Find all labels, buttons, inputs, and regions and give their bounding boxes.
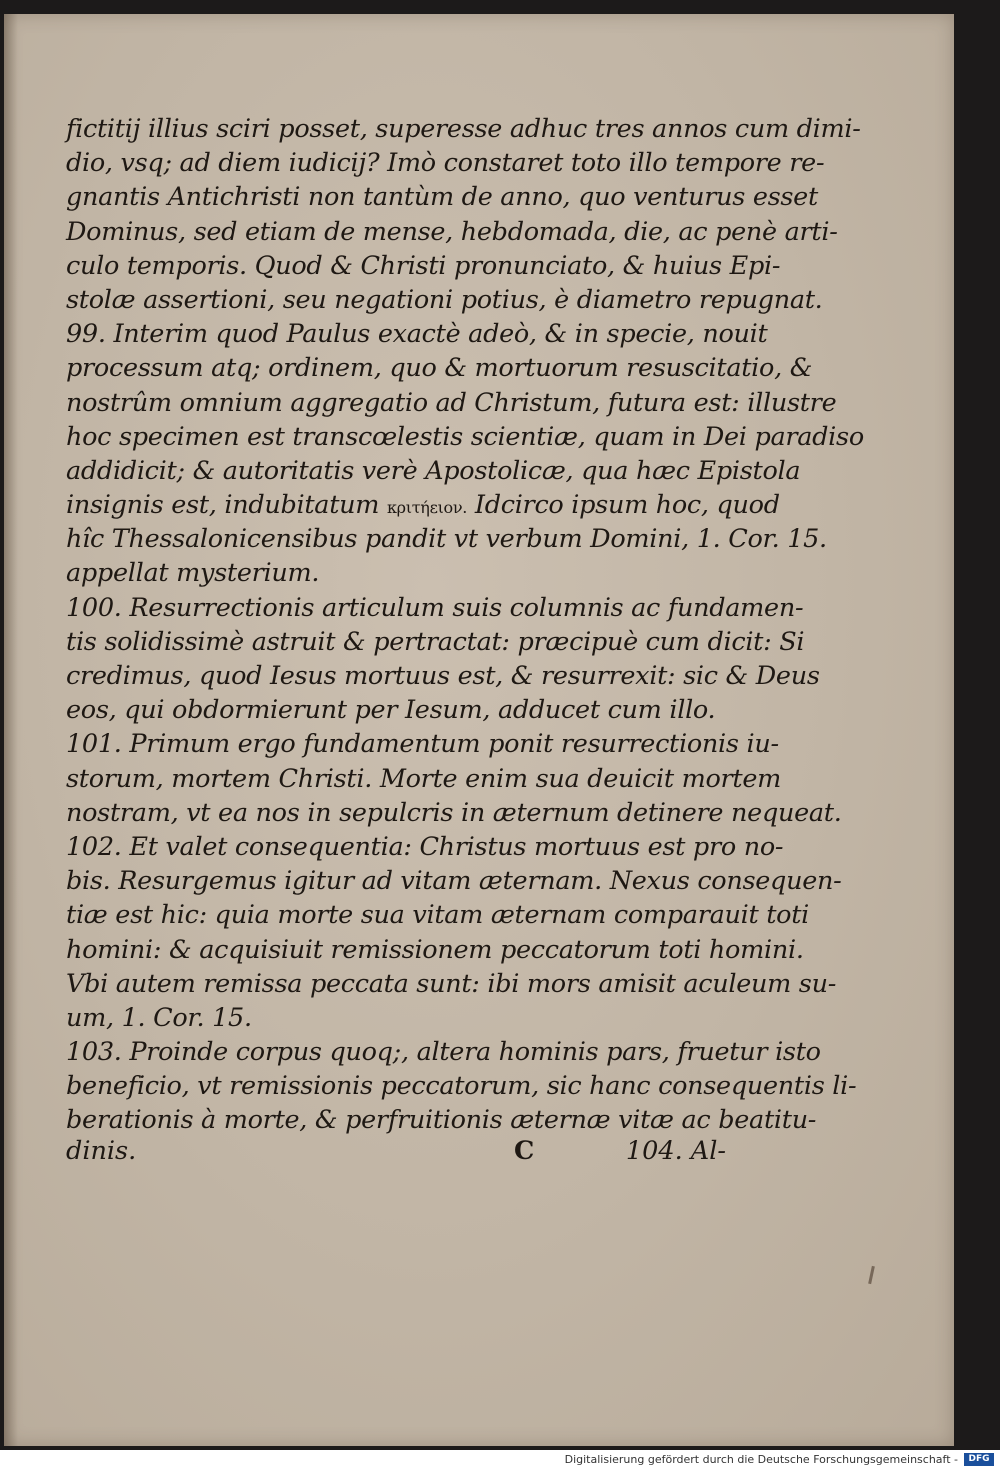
text-line-27: um, 1. Cor. 15.	[66, 1002, 252, 1033]
text-line-28: 103. Proinde corpus quoq;, altera hominis pars, fruetur isto	[66, 1037, 821, 1068]
text-line-19: 101. Primum ergo fundamentum ponit resurrectionis iu-	[66, 729, 779, 760]
text-line-3: gnantis Antichristi non tantùm de anno, quo venturus esset	[66, 182, 818, 213]
final-word: dinis.	[66, 1136, 137, 1166]
text-line-21: nostram, vt ea nos in sepulcris in æternum detinere nequeat.	[66, 797, 842, 828]
text-line-8: processum atq; ordinem, quo & mortuorum resuscitatio, &	[66, 353, 813, 384]
text-line-20: storum, mortem Christi. Morte enim sua deuicit mortem	[66, 763, 782, 794]
text-line-10: hoc specimen est transcœlestis scientiæ, quam in Dei paradiso	[66, 421, 864, 452]
text-line-4: Dominus, sed etiam de mense, hebdomada, die, ac penè arti-	[66, 216, 838, 247]
dfg-logo-icon: DFG	[964, 1453, 994, 1466]
page-gutter-shadow	[4, 14, 18, 1446]
text-line-11: addidicit; & autoritatis verè Apostolicæ, qua hæc Epistola	[66, 455, 801, 486]
text-line-17: credimus, quod Iesus mortuus est, & resurrexit: sic & Deus	[66, 661, 820, 691]
text-line-1: fictitij illius sciri posset, superesse adhuc tres annos cum dimi-	[66, 114, 861, 144]
text-line-15: 100. Resurrectionis articulum suis columnis ac fundamen-	[66, 592, 804, 623]
text-line-26: Vbi autem remissa peccata sunt: ibi mors amisit aculeum su-	[66, 968, 837, 999]
text-line-23: bis. Resurgemus igitur ad vitam æternam. Nexus consequen-	[66, 866, 842, 897]
greek-word: κριτήειον.	[386, 498, 468, 518]
text-line-24: tiæ est hic: quia morte sua vitam æternam comparauit toti	[66, 900, 810, 931]
page-footer	[66, 1136, 726, 1170]
text-line-25: homini: & acquisiuit remissionem peccatorum toti homini.	[66, 934, 804, 965]
signature-mark: C	[514, 1136, 535, 1166]
text-line-6: stolæ assertioni, seu negationi potius, è diametro repugnat.	[66, 284, 823, 315]
text-line-7: 99. Interim quod Paulus exactè adeò, & in specie, nouit	[66, 319, 768, 350]
text-line-12-tail: Idcirco ipsum hoc, quod	[474, 490, 780, 521]
text-line-12-head: insignis est, indubitatum	[66, 490, 380, 521]
text-line-2: dio, vsq; ad diem iudicij? Imò constaret toto illo tempore re-	[66, 148, 825, 179]
text-line-30: berationis à morte, & perfruitionis æternæ vitæ ac beatitu-	[66, 1105, 817, 1136]
text-line-29: beneficio, vt remissionis peccatorum, sic hanc consequentis li-	[66, 1071, 857, 1102]
text-line-5: culo temporis. Quod & Christi pronunciato, & huius Epi-	[66, 250, 781, 281]
dfg-footer-bar	[0, 1450, 1000, 1470]
text-line-9: nostrûm omnium aggregatio ad Christum, futura est: illustre	[66, 387, 837, 418]
text-line-14: appellat mysterium.	[66, 558, 320, 589]
catchword: 104. Al-	[625, 1136, 726, 1166]
dfg-notice: Digitalisierung gefördert durch die Deutsche Forschungsgemeinschaft -	[564, 1453, 958, 1466]
text-line-16: tis solidissimè astruit & pertractat: præcipuè cum dicit: Si	[66, 626, 805, 657]
text-line-18: eos, qui obdormierunt per Iesum, adducet cum illo.	[66, 695, 716, 726]
text-line-22: 102. Et valet consequentia: Christus mortuus est pro no-	[66, 831, 784, 862]
text-line-13: hîc Thessalonicensibus pandit vt verbum Domini, 1. Cor. 15.	[66, 524, 827, 555]
text-line-12	[66, 488, 780, 522]
body-text	[66, 112, 864, 1138]
